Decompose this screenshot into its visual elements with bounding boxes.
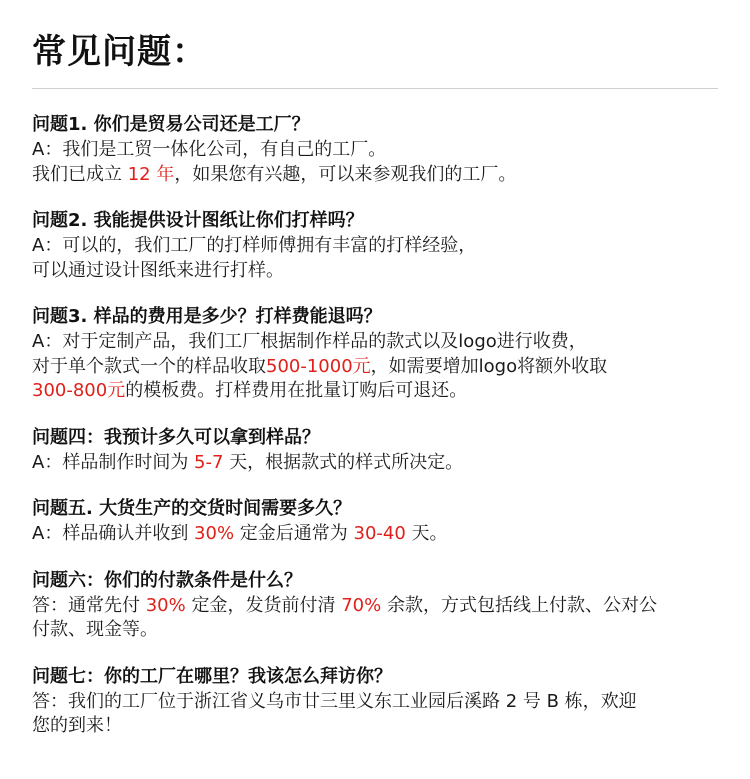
faq-answer-line [32,522,722,547]
faq-question: 问题六：你们的付款条件是什么？ [32,569,302,591]
title-divider [32,88,718,89]
faq-answer-line [32,163,722,188]
faq-answer-line [32,618,722,643]
answer-text: 付款、现金等。 [32,619,158,640]
answer-text: 您的到来！ [32,715,122,736]
faq-answer-line [32,234,722,259]
highlight-text: 30% [145,594,186,616]
faq-question: 问题七：你的工厂在哪里？我该怎么拜访你？ [32,665,392,687]
faq-item [32,208,722,283]
faq-question: 问题五. 大货生产的交货时间需要多久？ [32,498,352,519]
answer-text: A：样品确认并收到 [32,523,195,544]
page-title: 常见问题： [32,32,207,72]
faq-answer-line [32,379,722,404]
faq-question: 问题2. 我能提供设计图纸让你们打样吗？ [32,210,364,231]
answer-text: 答：我们的工厂位于浙江省义乌市廿三里义东工业园后溪路 2 号 B 栋，欢迎 [32,690,637,712]
answer-text: A：对于定制产品，我们工厂根据制作样品的款式以及logo进行收费， [32,331,587,352]
answer-text: 余款，方式包括线上付款、公对公 [381,594,657,616]
answer-text: A：可以的，我们工厂的打样师傅拥有丰富的打样经验， [32,235,477,256]
answer-text: A：我们是工贸一体化公司，有自己的工厂。 [32,139,387,160]
faq-item [32,112,722,187]
highlight-text: 30% [194,523,235,544]
faq-item [32,568,722,643]
faq-item [32,664,722,739]
faq-answer-line [32,355,722,380]
highlight-text: 500-1000元 [266,355,371,377]
highlight-text: 70% [341,594,382,616]
answer-text: 天。 [405,523,448,544]
faq-question: 问题四：我预计多久可以拿到样品？ [32,426,320,448]
answer-text: ，如需要增加logo将额外收取 [370,355,608,377]
highlight-text: 12 年 [127,163,175,185]
answer-text: 的模板费。打样费用在批量订购后可退还。 [125,380,468,401]
faq-answer-line [32,138,722,163]
answer-text: 对于单个款式一个的样品收取 [32,355,266,377]
highlight-text: 300-800元 [32,380,126,401]
faq-list [32,112,722,760]
highlight-text: 5-7 [194,451,224,473]
faq-answer-line [32,714,722,739]
faq-item [32,425,722,476]
faq-question: 问题3. 样品的费用是多少？打样费能退吗？ [32,306,382,327]
faq-answer-line [32,594,722,619]
faq-answer-line [32,330,722,355]
faq-item [32,304,722,404]
answer-text: ，如果您有兴趣，可以来参观我们的工厂。 [174,163,517,185]
answer-text: 我们已成立 [32,163,128,185]
answer-text: 答：通常先付 [32,594,146,616]
faq-item [32,496,722,547]
answer-text: 天，根据款式的样式所决定。 [223,451,464,473]
faq-answer-line [32,690,722,715]
highlight-text: 30-40 [353,523,406,544]
answer-text: 定金后通常为 [234,523,354,544]
faq-question: 问题1. 你们是贸易公司还是工厂？ [32,114,310,135]
answer-text: 可以通过设计图纸来进行打样。 [32,259,284,281]
answer-text: A：样品制作时间为 [32,451,195,473]
faq-answer-line [32,259,722,284]
answer-text: 定金，发货前付清 [185,594,342,616]
faq-answer-line [32,451,722,476]
